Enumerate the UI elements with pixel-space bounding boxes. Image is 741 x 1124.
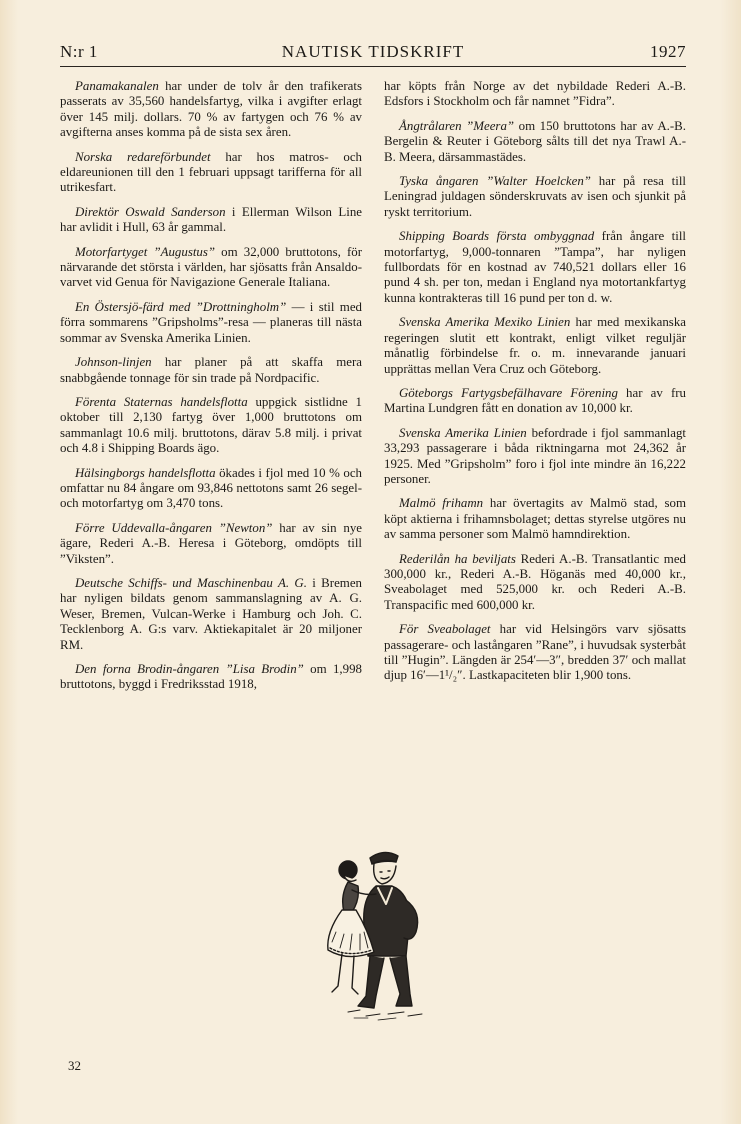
news-item (384, 174, 686, 220)
news-item (60, 576, 362, 653)
news-item-body: har på resa till Leningrad juldagen sönderskruvats av isen och sjunkit på ryskt territorium. (384, 174, 686, 219)
news-item (60, 150, 362, 196)
news-item-body: har med mexikanska regeringen slutit ett kontrakt, enligt vilket reguljär månatlig förbindelse fr. o. m. innevarande januari upprättas mellan Vera Cruz och Göteborg. (384, 315, 686, 376)
news-item (60, 466, 362, 512)
news-item-body: om 150 bruttotons har av A.-B. Bergelin & Reuter i Göteborg sålts till det nya Trawl A.-B. Meera, därsammastädes. (384, 118, 687, 164)
news-item-lead: För Sveabolaget (399, 622, 491, 637)
news-item-lead: Tyska ångaren ”Walter Hoelcken” (399, 174, 591, 189)
news-item (60, 355, 362, 386)
news-item (384, 315, 686, 377)
news-item-lead: Panamakanalen (75, 79, 159, 93)
news-item-body: uppgick sistlidne 1 oktober till 2,130 fartyg över 1,000 bruttotons om sammanlagt 10.6 milj. bruttotons, därav 5.8 milj. i privat och 4.8 i Shipping Boards ägo. (60, 394, 362, 456)
news-item-lead: Johnson-linjen (75, 355, 152, 370)
dancing-sailor-couple-illustration (318, 846, 436, 1022)
news-item-lead: Shipping Boards första ombyggnad (399, 229, 595, 244)
news-item-body: har av sin nye ägare, Rederi A.-B. Heresa i Göteborg, omdöpts till ”Viksten”. (60, 520, 362, 566)
news-item-lead: Rederilån ha beviljats (399, 551, 516, 566)
publication-title: NAUTISK TIDSKRIFT (281, 42, 465, 61)
news-item (60, 521, 362, 567)
news-item-lead: Motorfartyget ”Augustus” (75, 244, 216, 259)
news-item-lead: Svenska Amerika Mexiko Linien (399, 315, 571, 330)
news-item-lead: Den forna Brodin-ångaren ”Lisa Brodin” (75, 662, 304, 676)
news-item-lead: Svenska Amerika Linien (399, 425, 527, 440)
news-item (384, 119, 686, 165)
issue-number: N:r 1 (60, 42, 98, 61)
news-item (60, 300, 362, 346)
news-item-body: från ångare till motorfartyg, 9,000-tonnaren ”Tampa”, har nyligen fullbordats för en kostnad av 740,521 dollars eller 16 pund 4 sh. per ton, medan i England nya motortankfartyg kunna kontrakteras till 16 pund per ton d. w. (384, 229, 686, 305)
page-header (60, 40, 686, 67)
news-item-body: om 1,998 bruttotons, byggd i Fredriksstad 1918, (60, 662, 362, 692)
news-item-body: i Bremen har nyligen bildats genom sammanslagning av A. G. Weser, Bremen, Vulcan-Werke i Hamburg och Joh. C. Tecklenborg A. G:s varv. Aktiekapitalet är 20 miljoner RM. (60, 575, 362, 652)
news-item-body: — i stil med förra sommarens ”Gripsholms”-resa — planeras till nästa sommar av Svenska Amerika Linien. (60, 299, 362, 345)
news-item-body: befordrade i fjol sammanlagt 33,293 passagerare i båda riktningarna mot 24,362 år 1925. Med ”Gripsholm” foro i fjol inte mindre än 16,222 personer. (384, 425, 686, 486)
news-item-body: har övertagits av Malmö stad, som köpt aktierna i frihamnsbolaget; dettas styrelse utgöres nu av samma personer som Malmö hamndirektion. (384, 496, 686, 542)
news-item (384, 552, 686, 614)
news-item (384, 229, 686, 306)
news-item (60, 79, 362, 141)
news-item (384, 386, 686, 417)
news-item-body: om 32,000 bruttotons, för närvarande det största i världen, har sjösatts från Ansaldo-varvet vid Genua för Navigazione Generale Italiana. (60, 244, 362, 290)
news-item-lead: Förenta Staternas handelsflotta (75, 394, 248, 409)
news-item-lead: Förre Uddevalla-ångaren ”Newton” (75, 520, 273, 535)
page-number: 32 (68, 1058, 81, 1073)
publication-year: 1927 (650, 42, 686, 61)
news-item-lead: Göteborgs Fartygsbefälhavare Förening (399, 385, 618, 400)
news-item (60, 245, 362, 291)
news-item (60, 662, 362, 693)
news-item-lead: Deutsche Schiffs- und Maschinenbau A. G. (75, 575, 307, 590)
news-item-body: har vid Helsingörs varv sjösatts passagerare- och lastångaren ”Rane”, i huvudsak systerbåt till ”Hugin”. Längden är 254′—3″, bredden 37′ och mallat djup 16′—1¹/₂″. Lastkapaciteten blir 1,900 tons. (384, 622, 687, 683)
news-item-lead: Direktör Oswald Sanderson (75, 204, 226, 219)
news-item (384, 426, 686, 488)
news-item-body: har av fru Martina Lundgren fått en donation av 10,000 kr. (384, 385, 686, 416)
news-item-body: har köpts från Norge av det nybildade Rederi A.-B. Edsfors i Stockholm och får namnet ”Fidra”. (384, 79, 686, 109)
news-item-body: Rederi A.-B. Transatlantic med 300,000 kr., Rederi A.-B. Höganäs med 40,000 kr., Sveabolaget med 525,000 kr. och Rederi A.-B. Transpacific med 600,000 kr. (384, 551, 686, 612)
news-item-lead: Norska redareförbundet (75, 149, 211, 164)
news-item (384, 79, 686, 110)
news-item-body: har hos matros- och eldareunionen till den 1 februari uppsagt tarifferna för all utrikesfart. (60, 149, 362, 195)
news-item-body: ökades i fjol med 10 % och omfattar nu 84 ångare om 93,846 nettotons samt 26 segel- och motorfartyg om 3,470 tons. (60, 465, 362, 511)
news-item-body: har planer på att skaffa mera snabbgående tonnage för sin trade på Nordpacific. (60, 355, 362, 385)
right-column (384, 79, 686, 693)
news-item-body: har under de tolv år den trafikerats passerats av 35,560 handelsfartyg, vilka i avgifter erlagt över 145 milj. dollars. 70 % av fartygen och 76 % av avgifterna anses komma på de sista sex åren. (60, 79, 362, 140)
news-item-lead: Hälsingborgs handelsflotta (75, 465, 216, 480)
news-item (384, 622, 686, 684)
news-item-lead: Ångtrålaren ”Meera” (399, 118, 515, 133)
news-item-lead: En Östersjö-färd med ”Drottningholm” (75, 299, 287, 314)
news-item-lead: Malmö frihamn (399, 496, 484, 511)
news-item (384, 496, 686, 542)
left-column (60, 79, 362, 702)
news-item-body: i Ellerman Wilson Line har avlidit i Hull, 63 år gammal. (60, 204, 362, 235)
news-item (60, 205, 362, 236)
news-item (60, 395, 362, 457)
